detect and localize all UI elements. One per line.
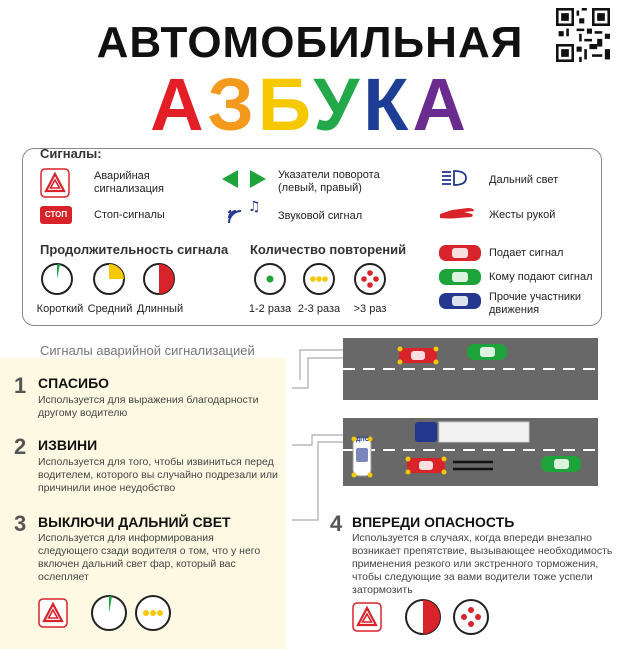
title-letter: У	[313, 63, 364, 146]
duration-long-icon	[142, 262, 176, 296]
repeat-more-icon	[353, 262, 387, 296]
duration-long-icon	[404, 598, 442, 636]
item-desc: Используется в случаях, когда впереди внезапно возникает препятствие, вызывающее необходимость применения резкого или экстренного торможения, чтобы следующие за вами водители тоже успели затормозить	[352, 532, 613, 596]
duration-medium-icon	[92, 262, 126, 296]
title-letter: К	[363, 63, 413, 146]
title-letter: Б	[257, 63, 314, 146]
title-letter: А	[150, 63, 208, 146]
car-red-icon	[438, 243, 482, 263]
turn-signal-icon	[220, 168, 268, 190]
duration-short-label: Короткий	[36, 303, 84, 315]
repeat-2-3-icon	[302, 262, 336, 296]
item-number: 1	[14, 373, 27, 398]
hand-gesture-icon	[438, 204, 478, 222]
repeat-1-2-label: 1-2 раза	[248, 303, 292, 315]
horn-icon	[226, 198, 266, 226]
repeat-2-3-icon	[134, 594, 172, 632]
item-title: ВПЕРЕДИ ОПАСНОСТЬ	[352, 514, 515, 530]
repeat-title: Количество повторений	[250, 242, 407, 257]
item-desc: Используется для того, чтобы извиниться перед водителем, которого вы случайно подрезали или причинили иное неудобство	[38, 456, 278, 494]
item-number: 2	[14, 434, 27, 459]
duration-title: Продолжительность сигнала	[40, 242, 229, 257]
road-scene-1	[343, 338, 598, 400]
title-letter: А	[412, 63, 470, 146]
dps-label: ДПС	[356, 437, 369, 443]
signals-title: Сигналы:	[40, 146, 102, 161]
repeat-more-label: >3 раз	[353, 303, 387, 315]
item-desc: Используется для выражения благодарности другому водителю	[38, 394, 259, 419]
repeat-2-3-label: 2-3 раза	[297, 303, 341, 315]
hazard-label: Аварийная сигнализация	[94, 170, 164, 195]
item-title: ИЗВИНИ	[38, 437, 98, 453]
hazard-icon	[38, 598, 68, 628]
horn-label: Звуковой сигнал	[278, 210, 363, 222]
high-beam-icon	[440, 168, 470, 188]
car-red-label: Подает сигнал	[489, 247, 564, 259]
title-line-2	[0, 62, 620, 147]
stop-label: Стоп-сигналы	[94, 209, 165, 221]
car-red	[406, 457, 447, 475]
truck	[415, 422, 529, 442]
item-desc: Используется для информирования следующего сзади водителя о том, что у него включен дальний свет фар, который вас ослепляет	[38, 532, 261, 583]
car-green-icon	[438, 267, 482, 287]
item-title: СПАСИБО	[38, 375, 110, 391]
duration-medium-label: Средний	[87, 303, 133, 315]
duration-short-icon	[90, 594, 128, 632]
duration-short-icon	[40, 262, 74, 296]
item-title: ВЫКЛЮЧИ ДАЛЬНИЙ СВЕТ	[38, 514, 231, 530]
qr-code-icon	[556, 8, 610, 62]
item-number: 3	[14, 511, 27, 536]
svg-text:♫: ♫	[248, 199, 261, 215]
gesture-label: Жесты рукой	[489, 209, 556, 221]
title-letter: З	[207, 63, 258, 146]
high-beam-label: Дальний свет	[489, 174, 559, 186]
road-scene-2	[343, 418, 598, 486]
hazard-icon	[40, 168, 70, 198]
car-red	[398, 347, 439, 365]
hazard-icon	[352, 602, 382, 632]
stop-badge: СТОП	[40, 206, 72, 224]
title-line-1: АВТОМОБИЛЬНАЯ	[96, 18, 524, 67]
car-green	[467, 344, 507, 360]
car-blue-icon	[438, 291, 482, 311]
car-green	[541, 456, 581, 472]
car-green-label: Кому подают сигнал	[489, 271, 593, 283]
item-number: 4	[330, 511, 343, 536]
duration-long-label: Длинный	[136, 303, 184, 315]
section-title: Сигналы аварийной сигнализацией	[40, 343, 255, 358]
turn-label: Указатели поворота (левый, правый)	[278, 169, 380, 194]
repeat-1-2-icon	[253, 262, 287, 296]
repeat-more-icon	[452, 598, 490, 636]
car-blue-label: Прочие участники движения	[489, 291, 582, 316]
